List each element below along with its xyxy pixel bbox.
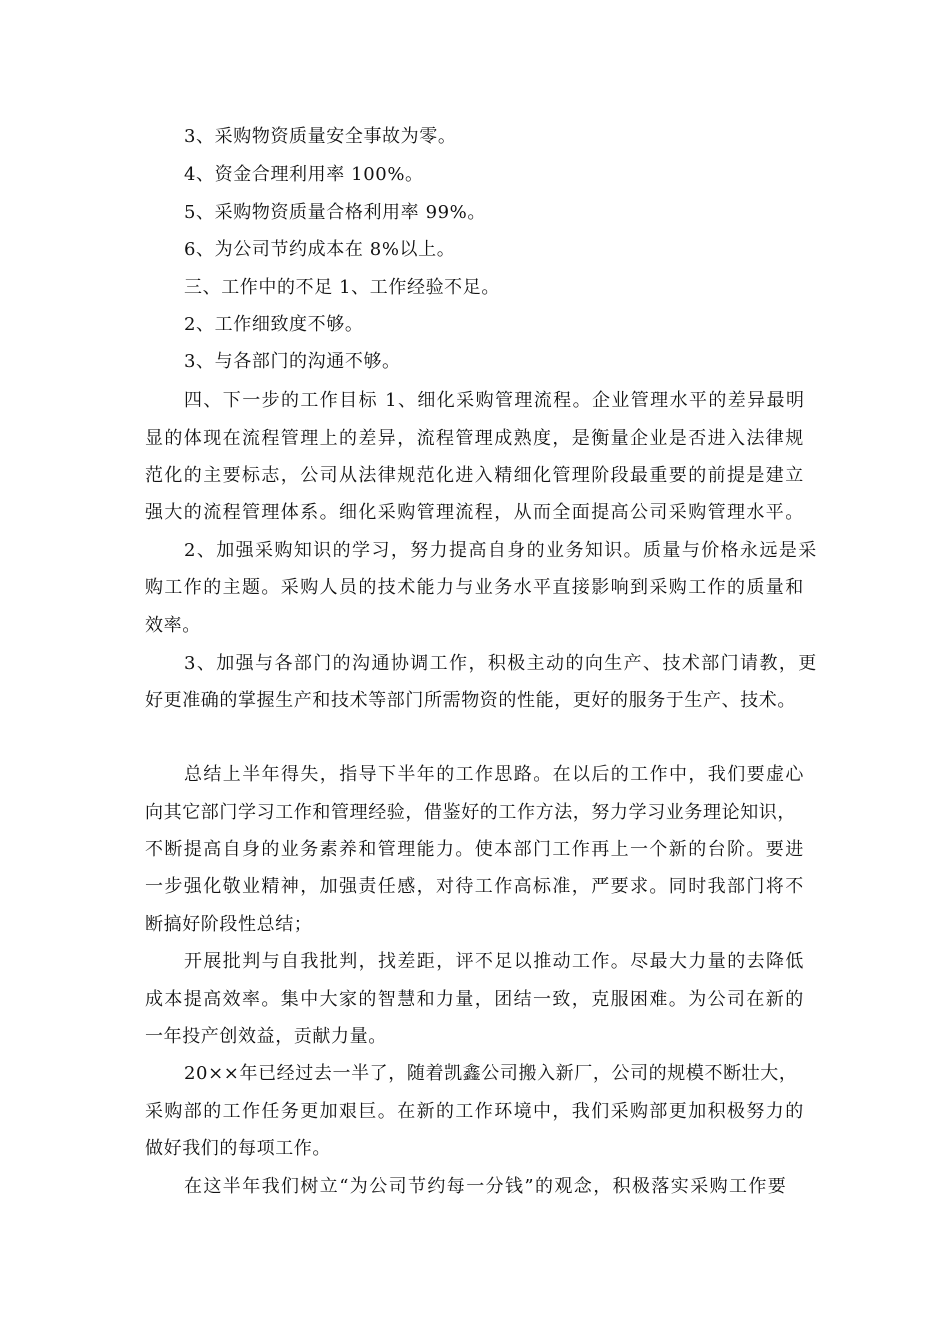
- text-line: 3、与各部门的沟通不够。: [184, 351, 401, 372]
- text-line: 一年投产创效益，贡献力量。: [145, 1026, 387, 1047]
- text-line: 总结上半年得失，指导下半年的工作思路。在以后的工作中，我们要虚心: [184, 764, 805, 785]
- text-line: 断搞好阶段性总结；: [145, 914, 313, 935]
- text-line: 4、资金合理利用率 100%。: [184, 164, 424, 185]
- text-line: 向其它部门学习工作和管理经验，借鉴好的工作方法，努力学习业务理论知识，: [145, 802, 796, 823]
- text-line: 范化的主要标志，公司从法律规范化进入精细化管理阶段最重要的前提是建立: [145, 465, 805, 486]
- text-line: 2、工作细致度不够。: [184, 314, 364, 335]
- text-line: 5、采购物资质量合格利用率 99%。: [184, 202, 486, 223]
- text-line: 3、加强与各部门的沟通协调工作，积极主动的向生产、技术部门请教，更: [184, 653, 818, 674]
- text-line: 强大的流程管理体系。细化采购管理流程，从而全面提高公司采购管理水平。: [145, 502, 805, 523]
- text-line: 采购部的工作任务更加艰巨。在新的工作环境中，我们采购部更加积极努力的: [145, 1101, 805, 1122]
- text-line: 好更准确的掌握生产和技术等部门所需物资的性能，更好的服务于生产、技术。: [145, 690, 796, 711]
- text-line: 成本提高效率。集中大家的智慧和力量，团结一致，克服困难。为公司在新的: [145, 989, 805, 1010]
- text-line: 6、为公司节约成本在 8%以上。: [184, 239, 456, 260]
- text-line: 2、加强采购知识的学习，努力提高自身的业务知识。质量与价格永远是采: [184, 540, 818, 561]
- text-line: 3、采购物资质量安全事故为零。: [184, 126, 457, 147]
- text-line: 效率。: [145, 615, 201, 636]
- text-line: 做好我们的每项工作。: [145, 1138, 331, 1159]
- text-line: 20××年已经过去一半了，随着凯鑫公司搬入新厂，公司的规模不断壮大，: [184, 1063, 798, 1084]
- text-line: 开展批判与自我批判，找差距，评不足以推动工作。尽最大力量的去降低: [184, 951, 805, 972]
- text-line: 三、工作中的不足 1、工作经验不足。: [184, 277, 500, 298]
- text-line: 购工作的主题。采购人员的技术能力与业务水平直接影响到采购工作的质量和: [145, 577, 805, 598]
- text-line: 在这半年我们树立“为公司节约每一分钱”的观念，积极落实采购工作要: [184, 1176, 788, 1197]
- text-line: 一步强化敬业精神，加强责任感，对待工作高标准，严要求。同时我部门将不: [145, 876, 805, 897]
- text-line: 显的体现在流程管理上的差异，流程管理成熟度，是衡量企业是否进入法律规: [145, 428, 805, 449]
- text-line: 四、下一步的工作目标 1、细化采购管理流程。企业管理水平的差异最明: [184, 390, 806, 411]
- text-line: 不断提高自身的业务素养和管理能力。使本部门工作再上一个新的台阶。要进: [145, 839, 805, 860]
